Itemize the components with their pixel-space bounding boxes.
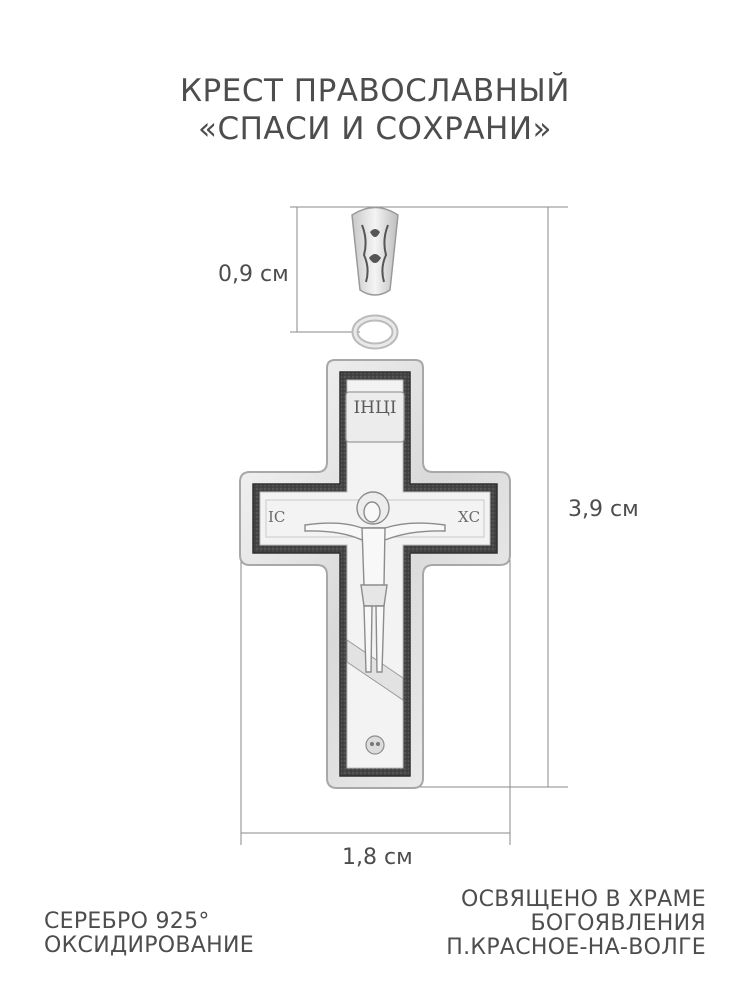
titulus-inscription: ІНЦІ bbox=[353, 398, 397, 418]
consecration-line3: П.КРАСНОЕ-НА-ВОЛГЕ bbox=[446, 935, 706, 960]
consecration-line2: БОГОЯВЛЕНИЯ bbox=[530, 911, 706, 936]
product-title-line2: «СПАСИ И СОХРАНИ» bbox=[197, 111, 552, 147]
material-line2: ОКСИДИРОВАНИЕ bbox=[44, 933, 254, 958]
product-title-line1: КРЕСТ ПРАВОСЛАВНЫЙ bbox=[180, 73, 570, 109]
bail-height-label: 0,9 см bbox=[218, 262, 289, 287]
inscription-right: ХС bbox=[458, 508, 481, 526]
material-info bbox=[44, 910, 254, 958]
skull-icon bbox=[366, 736, 384, 754]
inscription-left: ІС bbox=[268, 508, 286, 526]
material-line1: СЕРЕБРО 925° bbox=[44, 909, 210, 934]
consecration-info bbox=[446, 888, 706, 960]
consecration-line1: ОСВЯЩЕНО В ХРАМЕ bbox=[460, 887, 706, 912]
bail bbox=[352, 208, 398, 347]
total-height-label: 3,9 см bbox=[568, 497, 639, 522]
width-label: 1,8 см bbox=[342, 845, 413, 870]
